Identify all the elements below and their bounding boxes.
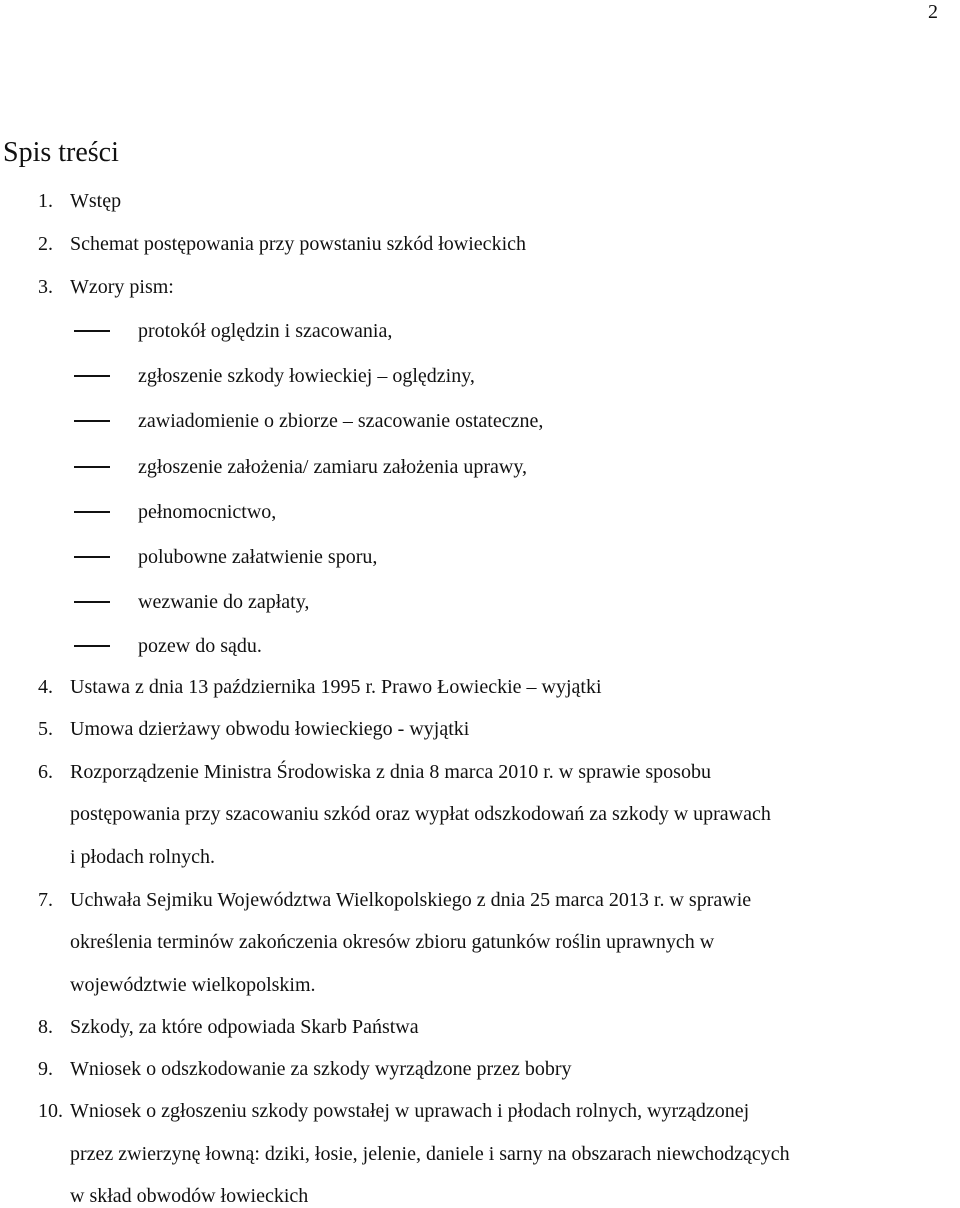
dash-bullet — [74, 375, 110, 377]
toc-item-number: 7. — [38, 889, 53, 911]
toc-item-text: Wstęp — [70, 190, 122, 212]
dash-bullet — [74, 556, 110, 558]
toc-item-text: Uchwała Sejmiku Województwa Wielkopolskiego z dnia 25 marca 2013 r. w sprawie — [70, 889, 752, 911]
toc-item-number: 5. — [38, 718, 53, 740]
dash-bullet — [74, 601, 110, 603]
dash-bullet — [74, 645, 110, 647]
toc-item-text-continuation: i płodach rolnych. — [70, 846, 215, 868]
toc-subitem-text: pozew do sądu. — [138, 635, 262, 657]
toc-item-text: Ustawa z dnia 13 października 1995 r. Prawo Łowieckie – wyjątki — [70, 676, 602, 698]
toc-item-number: 8. — [38, 1016, 53, 1038]
toc-item-text: Wniosek o odszkodowanie za szkody wyrządzone przez bobry — [70, 1058, 572, 1080]
toc-item-number: 3. — [38, 276, 53, 298]
dash-bullet — [74, 420, 110, 422]
toc-subitem-text: zawiadomienie o zbiorze – szacowanie ostateczne, — [138, 410, 544, 432]
toc-item-text-continuation: województwie wielkopolskim. — [70, 974, 316, 996]
dash-bullet — [74, 330, 110, 332]
toc-item-text-continuation: w skład obwodów łowieckich — [70, 1185, 309, 1207]
toc-item-number: 1. — [38, 190, 53, 212]
toc-item-text-continuation: przez zwierzynę łowną: dziki, łosie, jelenie, daniele i sarny na obszarach niewchodzących — [70, 1143, 790, 1165]
toc-item-text: Wzory pism: — [70, 276, 174, 298]
toc-title: Spis treści — [3, 137, 119, 168]
toc-item-text-continuation: określenia terminów zakończenia okresów zbioru gatunków roślin uprawnych w — [70, 931, 715, 953]
toc-item-number: 9. — [38, 1058, 53, 1080]
toc-item-number: 4. — [38, 676, 53, 698]
toc-item-number: 2. — [38, 233, 53, 255]
toc-subitem-text: wezwanie do zapłaty, — [138, 591, 310, 613]
toc-item-text: Szkody, za które odpowiada Skarb Państwa — [70, 1016, 419, 1038]
toc-item-text: Rozporządzenie Ministra Środowiska z dnia 8 marca 2010 r. w sprawie sposobu — [70, 761, 711, 783]
toc-item-text: Wniosek o zgłoszeniu szkody powstałej w uprawach i płodach rolnych, wyrządzonej — [70, 1100, 750, 1122]
toc-item-number: 6. — [38, 761, 53, 783]
toc-item-text: Schemat postępowania przy powstaniu szkód łowieckich — [70, 233, 526, 255]
dash-bullet — [74, 511, 110, 513]
toc-item-text: Umowa dzierżawy obwodu łowieckiego - wyjątki — [70, 718, 470, 740]
toc-item-number: 10. — [38, 1100, 63, 1122]
dash-bullet — [74, 466, 110, 468]
toc-subitem-text: pełnomocnictwo, — [138, 501, 277, 523]
toc-subitem-text: polubowne załatwienie sporu, — [138, 546, 378, 568]
page-number: 2 — [928, 1, 938, 23]
toc-subitem-text: zgłoszenie założenia/ zamiaru założenia uprawy, — [138, 456, 528, 478]
toc-item-text-continuation: postępowania przy szacowaniu szkód oraz wypłat odszkodowań za szkody w uprawach — [70, 803, 771, 825]
toc-subitem-text: zgłoszenie szkody łowieckiej – oględziny, — [138, 365, 475, 387]
toc-subitem-text: protokół oględzin i szacowania, — [138, 320, 393, 342]
